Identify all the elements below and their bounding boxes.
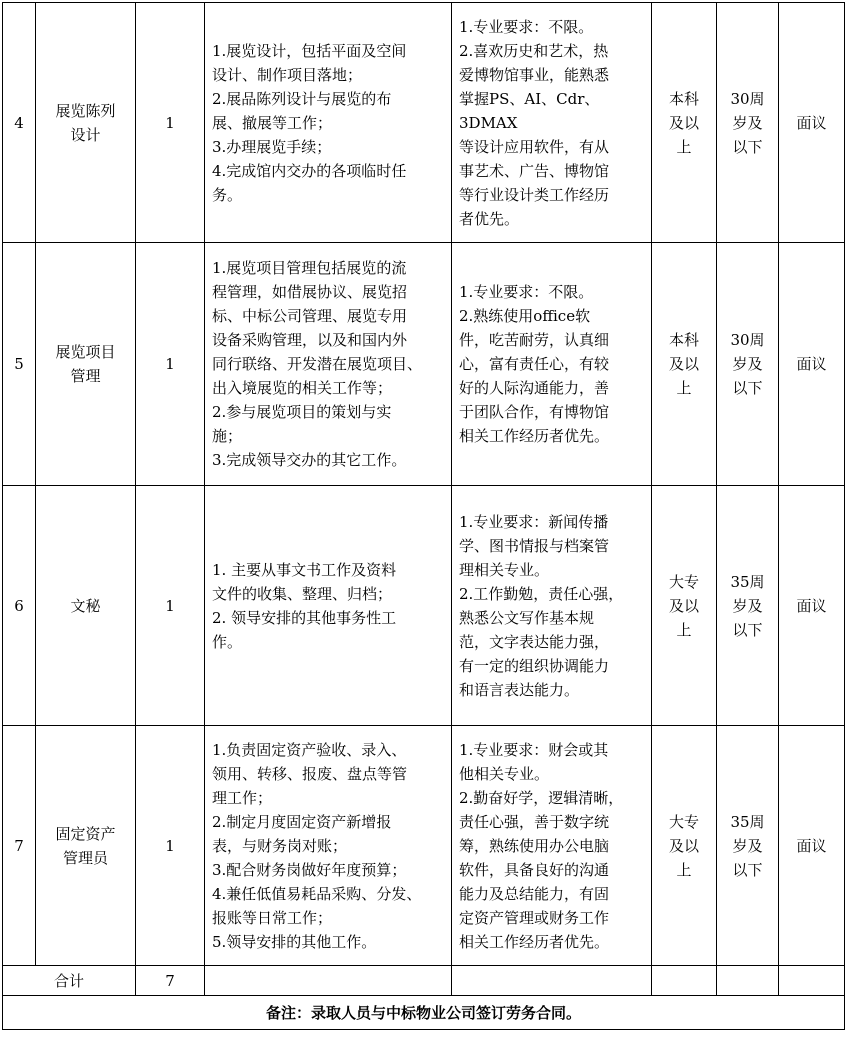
age-requirement-line: 以下 xyxy=(732,137,763,156)
job-requirements-line: 1.专业要求：新闻传播 xyxy=(459,512,609,531)
job-duties-line: 3.配合财务岗做好年度预算； xyxy=(212,860,407,879)
education-requirement-line: 上 xyxy=(676,137,692,156)
total-empty-age xyxy=(717,966,779,996)
job-requirements-line: 掌握PS、AI、Cdr、3DMAX xyxy=(459,89,600,132)
job-requirements-line: 他相关专业。 xyxy=(459,764,550,783)
job-duties-line: 展、撤展等工作； xyxy=(212,113,333,132)
job-requirements-line: 能力及总结能力，有固 xyxy=(459,884,610,903)
position-name xyxy=(36,243,136,486)
salary: 面议 xyxy=(779,486,845,726)
education-requirement-line: 及以 xyxy=(668,355,699,373)
job-requirements-line: 心，富有责任心，有较 xyxy=(459,355,610,373)
job-requirements-line: 筹，熟练使用办公电脑 xyxy=(459,836,610,855)
total-count: 7 xyxy=(136,966,205,996)
age-requirement-line: 以下 xyxy=(732,379,763,397)
education-requirement-line: 本科 xyxy=(668,89,699,108)
job-duties-line: 1.展览设计，包括平面及空间 xyxy=(212,41,407,60)
job-duties-line: 报账等日常工作； xyxy=(212,908,333,927)
age-requirement-line: 30周 xyxy=(730,331,765,349)
job-requirements-line: 1.专业要求：不限。 xyxy=(459,283,594,301)
recruitment-table-container xyxy=(2,2,845,1030)
total-row xyxy=(3,966,845,996)
age-requirement-line: 岁及 xyxy=(732,596,763,615)
job-requirements-line: 1.专业要求：不限。 xyxy=(459,17,594,36)
age-requirement xyxy=(717,243,779,486)
position-name-line: 展览陈列 xyxy=(55,101,116,120)
job-duties xyxy=(205,726,452,966)
job-duties-line: 设备采购管理，以及和国内外 xyxy=(212,331,408,349)
job-requirements-line: 2.勤奋好学，逻辑清晰， xyxy=(459,788,624,807)
age-requirement-line: 岁及 xyxy=(732,836,763,855)
job-requirements-line: 软件，具备良好的沟通 xyxy=(459,860,610,879)
job-requirements-line: 相关工作经历者优先。 xyxy=(459,427,610,445)
job-duties-line: 文件的收集、整理、归档； xyxy=(212,584,393,603)
job-duties-line: 理工作； xyxy=(212,788,273,807)
age-requirement xyxy=(717,486,779,726)
job-requirements xyxy=(452,243,652,486)
education-requirement-line: 上 xyxy=(676,860,692,879)
job-duties-line: 1.负责固定资产验收、录入、 xyxy=(212,740,407,759)
job-duties xyxy=(205,486,452,726)
age-requirement-line: 35周 xyxy=(730,572,765,591)
age-requirement-line: 岁及 xyxy=(732,355,763,373)
hire-count: 1 xyxy=(136,486,205,726)
job-requirements-line: 1.专业要求：财会或其 xyxy=(459,740,609,759)
position-name-line: 文秘 xyxy=(70,596,101,615)
job-requirements-line: 2.熟练使用office软 xyxy=(459,307,591,325)
row-number: 7 xyxy=(3,726,36,966)
education-requirement xyxy=(652,486,717,726)
total-empty-duties xyxy=(205,966,452,996)
job-requirements-line: 有一定的组织协调能力 xyxy=(459,656,610,675)
note-row xyxy=(3,996,845,1030)
job-requirements-line: 范，文字表达能力强， xyxy=(459,632,610,651)
job-requirements-line: 2.喜欢历史和艺术，热 xyxy=(459,41,609,60)
job-duties-line: 3.完成领导交办的其它工作。 xyxy=(212,451,407,469)
education-requirement xyxy=(652,726,717,966)
job-requirements-line: 和语言表达能力。 xyxy=(459,680,580,699)
education-requirement xyxy=(652,3,717,243)
position-name-line: 固定资产 xyxy=(55,824,116,843)
position-name-line: 管理 xyxy=(70,367,101,385)
position-name-line: 展览项目 xyxy=(55,343,116,361)
salary: 面议 xyxy=(779,243,845,486)
job-duties xyxy=(205,243,452,486)
age-requirement-line: 30周 xyxy=(730,89,765,108)
hire-count: 1 xyxy=(136,3,205,243)
job-duties xyxy=(205,3,452,243)
job-duties-line: 3.办理展览手续； xyxy=(212,137,332,156)
age-requirement-line: 以下 xyxy=(732,860,763,879)
job-requirements-line: 定资产管理或财务工作 xyxy=(459,908,610,927)
position-name xyxy=(36,486,136,726)
job-requirements xyxy=(452,726,652,966)
education-requirement-line: 上 xyxy=(676,620,692,639)
total-empty-salary xyxy=(779,966,845,996)
table-row xyxy=(3,726,845,966)
education-requirement-line: 及以 xyxy=(668,836,699,855)
hire-count: 1 xyxy=(136,726,205,966)
job-requirements-line: 者优先。 xyxy=(459,209,520,228)
education-requirement-line: 大专 xyxy=(668,572,699,591)
row-number: 5 xyxy=(3,243,36,486)
job-duties-line: 4.兼任低值易耗品采购、分发、 xyxy=(212,884,422,903)
row-number: 6 xyxy=(3,486,36,726)
job-duties-line: 同行联络、开发潜在展览项目、 xyxy=(212,355,423,373)
position-name xyxy=(36,3,136,243)
job-duties-line: 2.参与展览项目的策划与实 xyxy=(212,403,392,421)
job-requirements-line: 爱博物馆事业，能熟悉 xyxy=(459,65,610,84)
job-requirements-line: 等设计应用软件，有从 xyxy=(459,137,610,156)
job-requirements-line: 理相关专业。 xyxy=(459,560,550,579)
salary: 面议 xyxy=(779,726,845,966)
job-requirements-line: 相关工作经历者优先。 xyxy=(459,932,610,951)
job-duties-line: 作。 xyxy=(212,632,243,651)
total-label: 合计 xyxy=(3,966,136,996)
row-number: 4 xyxy=(3,3,36,243)
total-empty-requirements xyxy=(452,966,652,996)
total-empty-education xyxy=(652,966,717,996)
table-body xyxy=(3,3,845,1030)
job-duties-line: 5.领导安排的其他工作。 xyxy=(212,932,377,951)
job-duties-line: 4.完成馆内交办的各项临时任 xyxy=(212,161,407,180)
job-duties-line: 1. 主要从事文书工作及资料 xyxy=(212,560,397,579)
education-requirement-line: 及以 xyxy=(668,596,699,615)
job-requirements-line: 责任心强，善于数字统 xyxy=(459,812,610,831)
job-duties-line: 务。 xyxy=(212,185,243,204)
job-duties-line: 1.展览项目管理包括展览的流 xyxy=(212,259,407,277)
job-duties-line: 出入境展览的相关工作等； xyxy=(212,379,393,397)
education-requirement xyxy=(652,243,717,486)
table-row xyxy=(3,486,845,726)
salary: 面议 xyxy=(779,3,845,243)
age-requirement-line: 以下 xyxy=(732,620,763,639)
job-requirements xyxy=(452,3,652,243)
job-requirements-line: 学、图书情报与档案管 xyxy=(459,536,610,555)
job-requirements-line: 于团队合作，有博物馆 xyxy=(459,403,610,421)
education-requirement-line: 大专 xyxy=(668,812,699,831)
job-duties-line: 程管理，如借展协议、展览招 xyxy=(212,283,408,301)
note-text: 备注：录取人员与中标物业公司签订劳务合同。 xyxy=(3,996,845,1030)
position-name-line: 设计 xyxy=(70,125,101,144)
education-requirement-line: 上 xyxy=(676,379,692,397)
age-requirement-line: 35周 xyxy=(730,812,765,831)
table-row xyxy=(3,243,845,486)
job-requirements-line: 熟悉公文写作基本规 xyxy=(459,608,595,627)
age-requirement xyxy=(717,3,779,243)
recruitment-table xyxy=(2,2,845,1030)
job-requirements-line: 件，吃苦耐劳，认真细 xyxy=(459,331,610,349)
job-duties-line: 施； xyxy=(212,427,243,445)
hire-count: 1 xyxy=(136,243,205,486)
age-requirement-line: 岁及 xyxy=(732,113,763,132)
age-requirement xyxy=(717,726,779,966)
job-requirements-line: 等行业设计类工作经历 xyxy=(459,185,610,204)
job-requirements-line: 事艺术、广告、博物馆 xyxy=(459,161,610,180)
table-row xyxy=(3,3,845,243)
position-name-line: 管理员 xyxy=(62,848,108,867)
job-duties-line: 表，与财务岗对账； xyxy=(212,836,348,855)
job-requirements-line: 2.工作勤勉，责任心强， xyxy=(459,584,624,603)
job-requirements xyxy=(452,486,652,726)
education-requirement-line: 及以 xyxy=(668,113,699,132)
job-duties-line: 设计、制作项目落地； xyxy=(212,65,363,84)
job-requirements-line: 好的人际沟通能力，善 xyxy=(459,379,610,397)
job-duties-line: 2.制定月度固定资产新增报 xyxy=(212,812,392,831)
job-duties-line: 标、中标公司管理、展览专用 xyxy=(212,307,408,325)
position-name xyxy=(36,726,136,966)
job-duties-line: 2.展品陈列设计与展览的布 xyxy=(212,89,392,108)
job-duties-line: 领用、转移、报废、盘点等管 xyxy=(212,764,408,783)
job-duties-line: 2. 领导安排的其他事务性工 xyxy=(212,608,397,627)
education-requirement-line: 本科 xyxy=(668,331,699,349)
